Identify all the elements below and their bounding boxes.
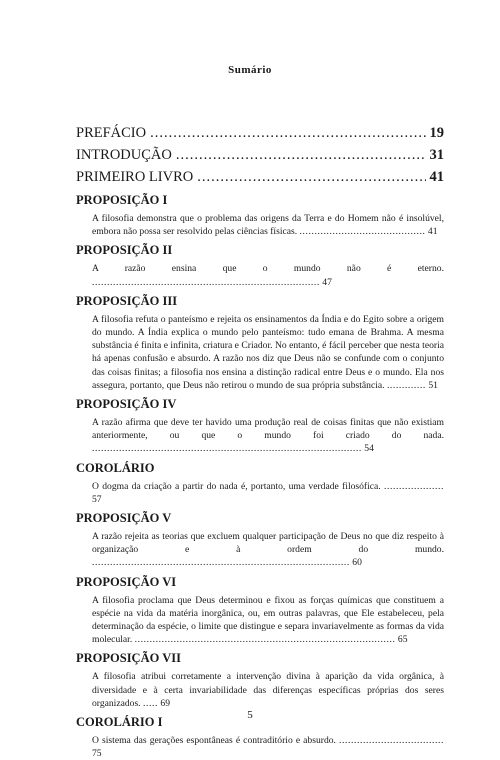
dot-leader [150, 122, 425, 144]
toc-entry-page: 31 [429, 147, 444, 163]
dot-leader: ..... [142, 697, 158, 709]
toc-entry-primeiro-livro [76, 166, 444, 188]
section-summary [76, 670, 444, 710]
section-page: 41 [427, 226, 438, 238]
section-heading: PROPOSIÇÃO V [76, 511, 172, 526]
toc-section [76, 395, 444, 456]
toc-section [76, 191, 444, 238]
section-page: 47 [322, 276, 332, 288]
section-summary [76, 530, 444, 570]
section-text: A filosofia proclama que Deus determinou e fixou as forças químicas que constituem a espécie na vida da matéria inorgânica, ou, em outras palavras, que Ele estabeleceu, pela determinação da espécie, o limite que distingue e separa invariavelmente as formas da vida molecular. [92, 594, 444, 646]
section-page: 65 [397, 634, 408, 646]
section-summary [76, 416, 444, 456]
section-heading: PROPOSIÇÃO I [76, 193, 168, 207]
dot-leader: .......................................... [299, 226, 426, 238]
toc-section [76, 649, 444, 710]
section-summary [76, 313, 444, 392]
section-heading: COROLÁRIO I [76, 715, 163, 730]
toc-entry-label: INTRODUÇÃO [76, 147, 172, 163]
section-summary [76, 594, 444, 647]
section-page: 60 [352, 557, 362, 569]
toc-entry-prefacio [76, 122, 444, 144]
toc-section [76, 292, 444, 392]
toc-entry-label: PRIMEIRO LIVRO [76, 169, 194, 185]
toc-entry-page: 41 [429, 169, 444, 185]
section-page: 69 [160, 697, 170, 709]
dot-leader: .......................................................................................... [92, 443, 362, 455]
section-page: 57 [92, 493, 102, 505]
dot-leader: ............................................................................ [92, 276, 320, 288]
section-summary [76, 734, 444, 760]
section-text: A razão ensina que o mundo não é eterno. [92, 263, 444, 275]
section-heading: PROPOSIÇÃO VI [76, 574, 177, 589]
toc-entry-label: PREFÁCIO [76, 125, 147, 141]
toc-entry-introducao [76, 144, 444, 166]
section-text: O sistema das gerações espontâneas é contraditório e absurdo. [92, 735, 336, 747]
dot-leader: ............. [386, 379, 426, 391]
toc-section [76, 509, 444, 570]
dot-leader: .................... [384, 480, 444, 492]
dot-leader [197, 166, 425, 188]
toc-section [76, 573, 444, 647]
section-page: 75 [92, 748, 102, 760]
section-summary [76, 212, 444, 238]
dot-leader: ....................................................................................... [134, 634, 396, 646]
section-page: 54 [364, 443, 374, 455]
page-number: 5 [247, 709, 253, 721]
section-text: A filosofia refuta o panteísmo e rejeita os ensinamentos da Índia e do Egito sobre a origem do mundo. A Índia explica o mundo pelo panteísmo: tudo emana de Brahma. A mesma substância é finita e infinita, criatura e Criador. No entanto, é fácil perceber que nesta teoria há apenas confusão e absurdo. A razão nos diz que Deus não se confunde com o conjunto das coisas finitas; a filosofia nos ensina a distinção radical entre Deus e o mundo. Ela nos assegura, portanto, que Deus não retirou o mundo de sua própria substância. [92, 313, 444, 391]
page-title: Sumário [228, 64, 272, 76]
dot-leader [176, 144, 426, 166]
section-text: A filosofia atribui corretamente a intervenção divina à aparição da vida orgânica, à diversidade e à certa invariabilidade das diferenças específicas próprias dos seres organizados. [92, 671, 444, 709]
toc-entry-page: 19 [429, 125, 444, 141]
section-text: A razão afirma que deve ter havido uma produção real de coisas finitas que não existiam anteriormente, ou que o mundo foi criado do nada. [92, 417, 444, 442]
toc-section [76, 241, 444, 288]
section-page: 51 [428, 379, 438, 391]
section-heading: PROPOSIÇÃO II [76, 243, 173, 258]
dot-leader: ...................................................................................... [92, 557, 350, 569]
section-heading: PROPOSIÇÃO III [76, 293, 178, 308]
dot-leader: ................................... [339, 735, 444, 747]
section-text: A razão rejeita as teorias que excluem qualquer participação de Deus no que diz respeito à organização e à ordem do mundo. [92, 531, 444, 556]
section-text: A filosofia demonstra que o problema das origens da Terra e do Homem não é insolúvel, embora não possa ser resolvido pelas ciências físicas. [92, 213, 444, 238]
section-heading: COROLÁRIO [76, 460, 155, 475]
section-summary [76, 480, 444, 506]
section-text: O dogma da criação a partir do nada é, portanto, uma verdade filosófica. [92, 480, 381, 492]
table-of-contents [76, 122, 444, 760]
toc-section [76, 459, 444, 506]
section-summary [76, 262, 444, 288]
section-heading: PROPOSIÇÃO IV [76, 397, 177, 412]
section-heading: PROPOSIÇÃO VII [76, 651, 181, 666]
